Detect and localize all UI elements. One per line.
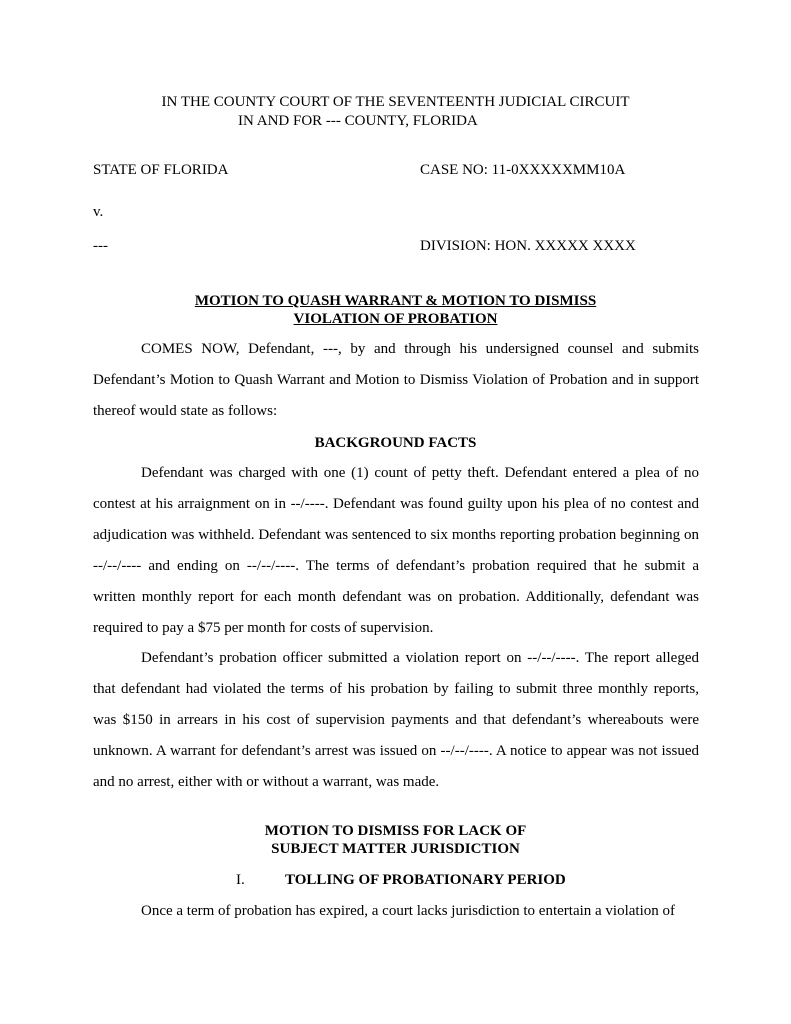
motion-dismiss-heading-line2: SUBJECT MATTER JURISDICTION xyxy=(271,841,520,857)
motion-title-line2: VIOLATION OF PROBATION xyxy=(293,311,498,327)
jurisdiction-paragraph: Once a term of probation has expired, a court lacks jurisdiction to entertain a violation of xyxy=(141,903,675,919)
background-heading: BACKGROUND FACTS xyxy=(314,435,477,451)
case-number: CASE NO: 11-0XXXXXMM10A xyxy=(420,162,626,178)
motion-title-line1: MOTION TO QUASH WARRANT & MOTION TO DISMISS xyxy=(194,293,597,309)
court-name-line2: IN AND FOR --- COUNTY, FLORIDA xyxy=(238,113,478,129)
division-label: DIVISION: HON. XXXXX XXXX xyxy=(420,238,636,254)
court-name-line1: IN THE COUNTY COURT OF THE SEVENTEENTH JUDICIAL CIRCUIT xyxy=(161,94,630,110)
section-numeral: I. xyxy=(236,872,245,888)
versus-label: v. xyxy=(93,204,104,220)
section-title: TOLLING OF PROBATIONARY PERIOD xyxy=(285,872,566,888)
plaintiff-name: STATE OF FLORIDA xyxy=(93,162,229,178)
background-paragraph-1: Defendant was charged with one (1) count of petty theft. Defendant entered a plea of no contest at his arraignment on in --/----. Defendant was found guilty upon his plea of no contest and adjudication was withheld. Defendant was sentenced to six months reporting probation beginning on --/--/---- and ending on --/--/----. The terms of defendant’s probation required that he submit a written monthly report for each month defendant was on probation. Additionally, defendant was required to pay a $75 per month for costs of supervision. xyxy=(93,465,699,636)
motion-dismiss-heading-line1: MOTION TO DISMISS FOR LACK OF xyxy=(264,823,527,839)
intro-paragraph: COMES NOW, Defendant, ---, by and through his undersigned counsel and submits Defendant’s Motion to Quash Warrant and Motion to Dismiss Violation of Probation and in support thereof would state as follows: xyxy=(93,341,699,419)
defendant-name: --- xyxy=(93,238,108,254)
background-paragraph-2: Defendant’s probation officer submitted a violation report on --/--/----. The report alleged that defendant had violated the terms of his probation by failing to submit three monthly reports, was $150 in arrears in his cost of supervision payments and that defendant’s whereabouts were unknown. A warrant for defendant’s arrest was issued on --/--/----. A notice to appear was not issued and no arrest, either with or without a warrant, was made. xyxy=(93,650,699,790)
